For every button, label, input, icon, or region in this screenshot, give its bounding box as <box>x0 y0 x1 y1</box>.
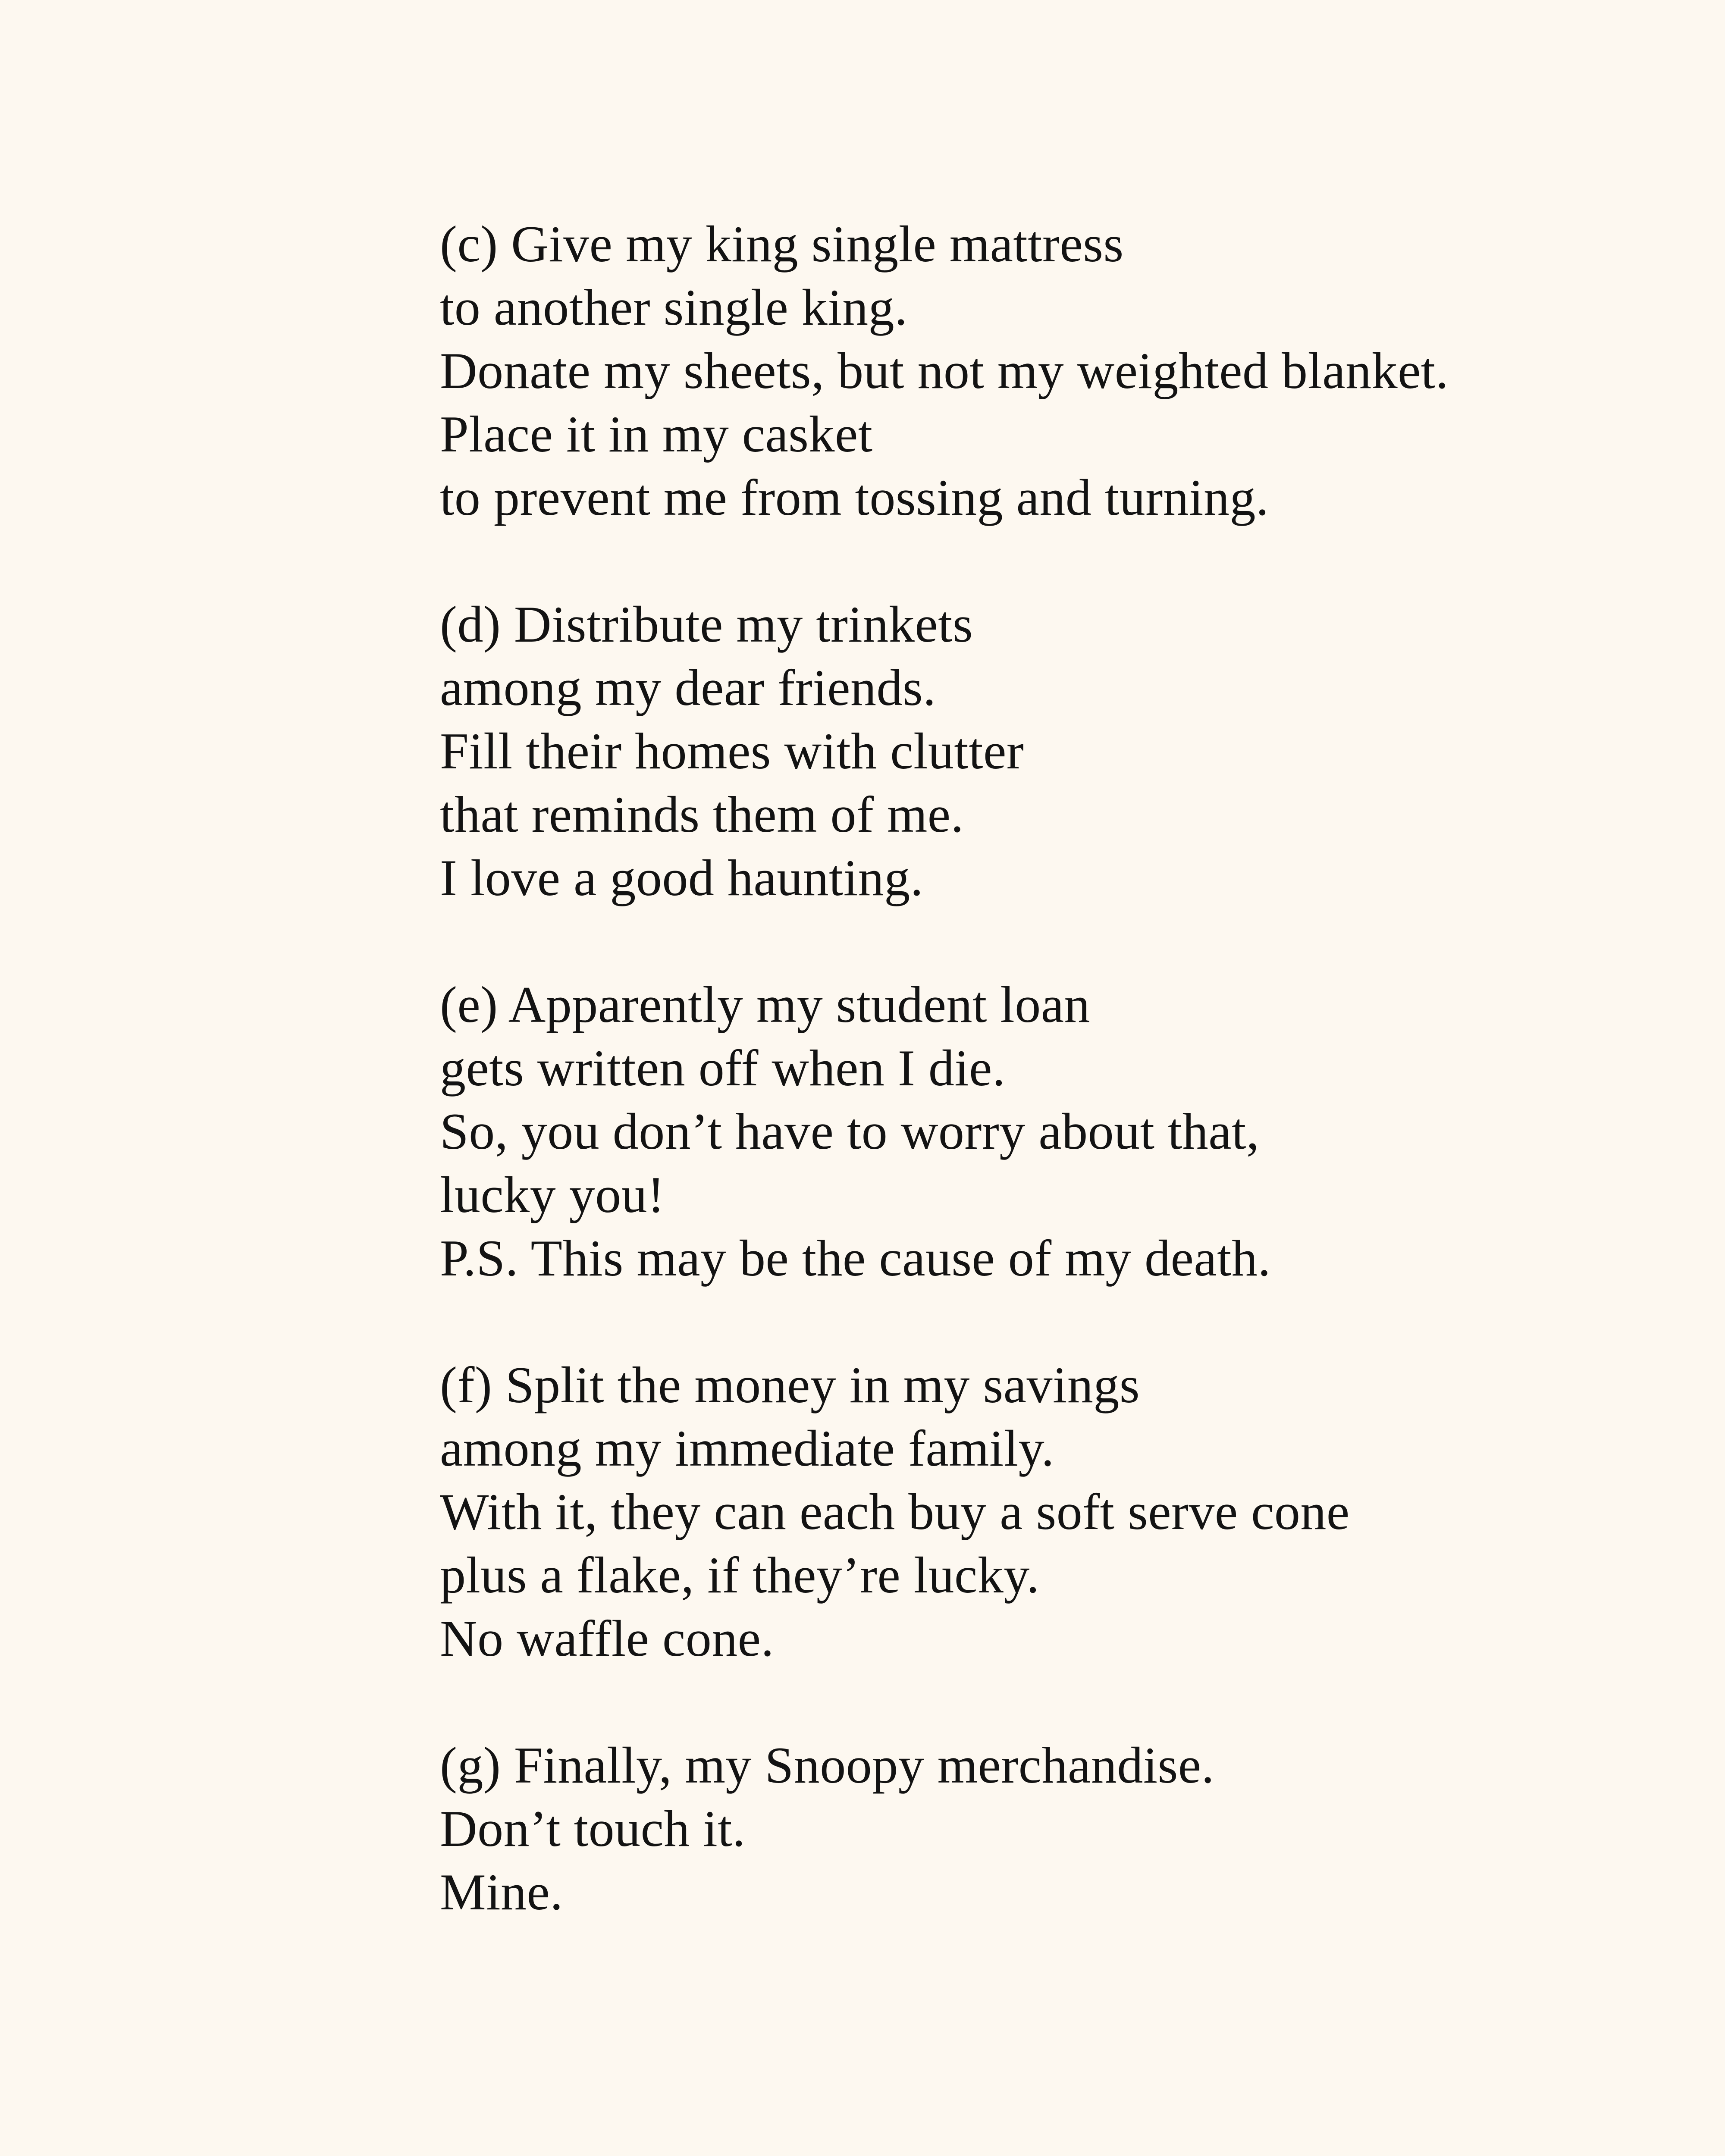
poem-line: Fill their homes with clutter <box>440 722 1024 780</box>
poem-line: among my dear friends. <box>440 659 936 716</box>
poem-line: among my immediate family. <box>440 1420 1054 1477</box>
stanza-e <box>440 973 1449 1290</box>
poem-line: No waffle cone. <box>440 1610 774 1667</box>
stanza-d <box>440 592 1449 909</box>
poem-line: I love a good haunting. <box>440 849 924 906</box>
poem-line: to another single king. <box>440 279 908 336</box>
stanza-f <box>440 1353 1449 1670</box>
poem-line: Donate my sheets, but not my weighted blanket. <box>440 342 1449 399</box>
poem-line: (f) Split the money in my savings <box>440 1356 1140 1413</box>
poem-line: Don’t touch it. <box>440 1800 746 1857</box>
poem-line: So, you don’t have to worry about that, <box>440 1103 1260 1160</box>
poem-line: (g) Finally, my Snoopy merchandise. <box>440 1736 1215 1794</box>
poem-line: Mine. <box>440 1863 563 1921</box>
poem-line: lucky you! <box>440 1166 665 1223</box>
poem-line: Place it in my casket <box>440 405 873 463</box>
poem-text-block <box>440 212 1449 1924</box>
poem-line: gets written off when I die. <box>440 1039 1006 1097</box>
poem-line: plus a flake, if they’re lucky. <box>440 1546 1040 1604</box>
poem-line: (e) Apparently my student loan <box>440 976 1090 1033</box>
poem-line: that reminds them of me. <box>440 786 964 843</box>
stanza-g <box>440 1733 1449 1924</box>
poem-line: With it, they can each buy a soft serve cone <box>440 1483 1350 1540</box>
stanza-c <box>440 212 1449 529</box>
poem-line: (d) Distribute my trinkets <box>440 595 973 653</box>
poem-line: P.S. This may be the cause of my death. <box>440 1229 1271 1287</box>
poem-line: (c) Give my king single mattress <box>440 215 1124 273</box>
poem-line: to prevent me from tossing and turning. <box>440 469 1269 526</box>
